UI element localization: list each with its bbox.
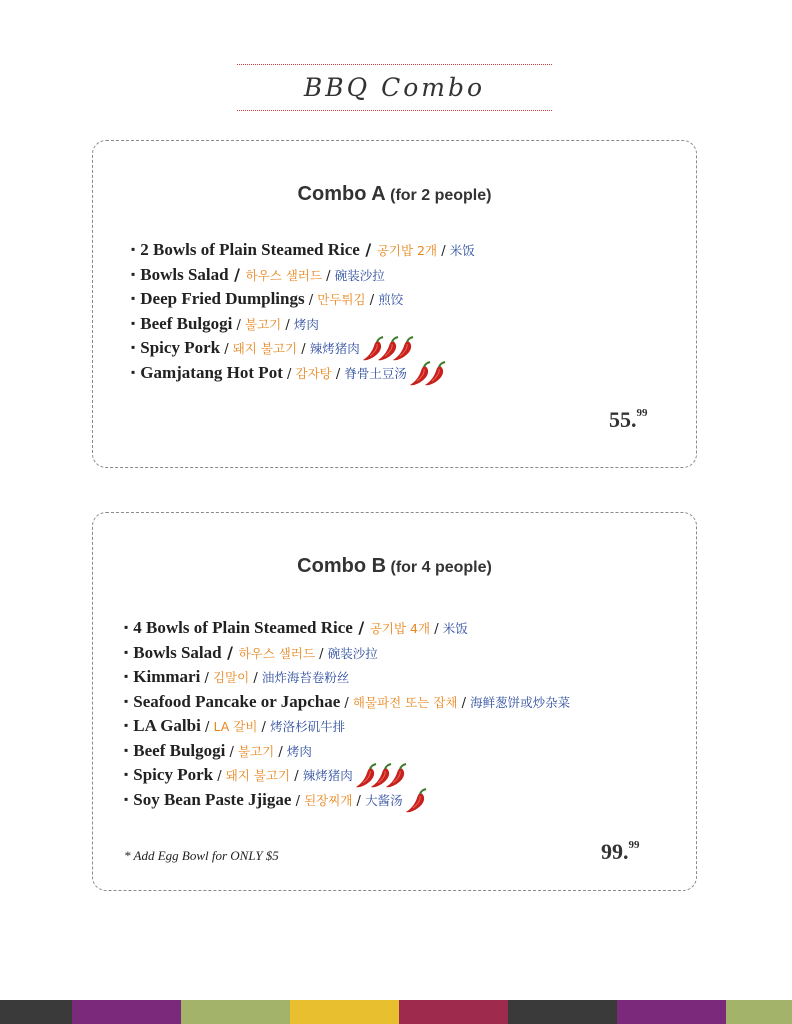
combo-a-serving: (for 2 people) bbox=[390, 187, 492, 204]
bullet-icon: ▪ bbox=[124, 718, 129, 732]
bullet-icon: ▪ bbox=[131, 242, 136, 256]
menu-item-chinese: 脊骨土豆汤 bbox=[344, 365, 407, 381]
separator: / bbox=[359, 240, 377, 259]
separator: / bbox=[297, 342, 310, 357]
footer-stripe bbox=[726, 1000, 792, 1024]
footer-stripe bbox=[290, 1000, 399, 1024]
footer-stripe bbox=[399, 1000, 508, 1024]
menu-item-korean: 해물파전 또는 잡채 bbox=[352, 694, 458, 710]
chili-pepper-icon bbox=[405, 788, 432, 814]
separator: / bbox=[315, 646, 328, 662]
menu-item-english: Bowls Salad bbox=[133, 642, 222, 662]
menu-item bbox=[124, 665, 570, 690]
combo-a-heading bbox=[93, 183, 696, 206]
menu-item-english: Spicy Pork bbox=[133, 765, 214, 784]
menu-item-korean: 불고기 bbox=[245, 316, 282, 332]
bullet-icon: ▪ bbox=[124, 767, 129, 781]
combo-b-name: Combo B bbox=[297, 555, 387, 577]
separator: / bbox=[304, 293, 318, 308]
footer-stripe bbox=[617, 1000, 726, 1024]
separator: / bbox=[282, 366, 296, 382]
egg-bowl-note: * Add Egg Bowl for ONLY $5 bbox=[124, 848, 279, 863]
menu-item bbox=[131, 287, 475, 312]
menu-item-korean: 김말이 bbox=[212, 670, 250, 685]
page-title-banner bbox=[237, 64, 552, 111]
separator: / bbox=[281, 317, 294, 333]
separator: / bbox=[200, 671, 213, 686]
bullet-icon: ▪ bbox=[124, 669, 129, 683]
bullet-icon: ▪ bbox=[131, 315, 136, 330]
menu-item bbox=[124, 714, 570, 739]
bullet-icon: ▪ bbox=[124, 620, 129, 634]
combo-a-price bbox=[609, 407, 648, 433]
combo-b-item-list bbox=[124, 616, 570, 812]
menu-item-english: Gamjatang Hot Pot bbox=[140, 362, 283, 382]
separator: / bbox=[352, 618, 370, 637]
menu-item bbox=[124, 690, 570, 715]
menu-item-korean: 돼지 불고기 bbox=[232, 341, 298, 356]
page-title: BBQ Combo bbox=[303, 73, 486, 102]
separator: / bbox=[352, 793, 366, 809]
combo-a-price-cents: 99 bbox=[636, 406, 648, 419]
footer-stripe bbox=[0, 1000, 72, 1024]
combo-b-price bbox=[601, 839, 640, 865]
separator: / bbox=[200, 720, 214, 735]
separator: / bbox=[437, 244, 450, 259]
separator: / bbox=[220, 342, 233, 357]
combo-b-serving: (for 4 people) bbox=[390, 559, 492, 576]
bullet-icon: ▪ bbox=[131, 364, 136, 379]
menu-item bbox=[131, 361, 475, 386]
menu-item bbox=[124, 788, 570, 813]
menu-item-korean: 하우스 샐러드 bbox=[238, 645, 316, 661]
menu-item-english: Bowls Salad bbox=[140, 264, 229, 284]
menu-item bbox=[124, 641, 570, 666]
footer-stripe bbox=[181, 1000, 290, 1024]
combo-b-heading bbox=[93, 555, 696, 578]
menu-item-chinese: 碗装沙拉 bbox=[327, 645, 378, 661]
separator: / bbox=[221, 642, 239, 662]
separator: / bbox=[249, 671, 262, 686]
menu-item-korean: 하우스 샐러드 bbox=[245, 267, 323, 283]
separator: / bbox=[340, 695, 353, 711]
combo-b-card bbox=[92, 512, 697, 891]
menu-item-korean: 돼지 불고기 bbox=[225, 768, 291, 783]
menu-item-chinese: 辣烤猪肉 bbox=[309, 341, 360, 356]
menu-item-chinese: 烤肉 bbox=[286, 743, 312, 759]
menu-item-english: Soy Bean Paste Jjigae bbox=[133, 789, 292, 809]
menu-item-korean: 된장찌개 bbox=[304, 792, 353, 808]
menu-item-korean: 감자탕 bbox=[295, 365, 332, 381]
menu-item-english: Seafood Pancake or Japchae bbox=[133, 691, 341, 711]
separator: / bbox=[225, 744, 239, 760]
menu-item bbox=[131, 263, 475, 288]
menu-item-chinese: 大酱汤 bbox=[365, 792, 403, 808]
separator: / bbox=[365, 293, 379, 308]
menu-item-korean: 만두튀김 bbox=[317, 292, 366, 307]
bullet-icon: ▪ bbox=[124, 644, 129, 659]
separator: / bbox=[430, 622, 443, 637]
combo-a-item-list bbox=[131, 238, 475, 385]
menu-item-korean: 공기밥 4개 bbox=[369, 621, 431, 636]
menu-item bbox=[131, 336, 475, 361]
bullet-icon: ▪ bbox=[124, 742, 129, 757]
separator: / bbox=[331, 366, 345, 382]
separator: / bbox=[291, 793, 305, 809]
menu-item-chinese: 辣烤猪肉 bbox=[302, 768, 353, 783]
menu-item-korean: 불고기 bbox=[238, 743, 275, 759]
footer-stripe bbox=[508, 1000, 617, 1024]
separator: / bbox=[257, 720, 271, 735]
menu-item-chinese: 烤肉 bbox=[293, 316, 319, 332]
separator: / bbox=[232, 317, 246, 333]
separator: / bbox=[457, 695, 471, 711]
menu-item-chinese: 碗装沙拉 bbox=[334, 267, 385, 283]
separator: / bbox=[274, 744, 287, 760]
bullet-icon: ▪ bbox=[124, 693, 129, 708]
menu-item-chinese: 米饭 bbox=[449, 243, 475, 258]
separator: / bbox=[290, 769, 303, 784]
menu-item-korean: 공기밥 2개 bbox=[376, 243, 438, 258]
combo-a-card bbox=[92, 140, 697, 468]
menu-item-english: Deep Fried Dumplings bbox=[140, 289, 305, 308]
menu-item bbox=[131, 238, 475, 263]
menu-item bbox=[131, 312, 475, 337]
combo-b-price-cents: 99 bbox=[628, 838, 640, 851]
chili-pepper-icon bbox=[409, 361, 451, 387]
menu-item bbox=[124, 616, 570, 641]
footer-color-stripes bbox=[0, 1000, 792, 1024]
combo-b-price-main: 99. bbox=[601, 839, 629, 864]
combo-a-name: Combo A bbox=[297, 183, 386, 205]
chili-pepper-icon bbox=[355, 763, 412, 789]
menu-item-english: Kimmari bbox=[133, 667, 201, 686]
menu-item-english: 4 Bowls of Plain Steamed Rice bbox=[133, 618, 353, 637]
chili-pepper-icon bbox=[362, 336, 419, 362]
separator: / bbox=[228, 264, 246, 284]
menu-item-chinese: 米饭 bbox=[442, 621, 468, 636]
menu-item-korean: LA 갈비 bbox=[213, 719, 258, 734]
menu-item-english: Beef Bulgogi bbox=[133, 740, 226, 760]
menu-item-english: 2 Bowls of Plain Steamed Rice bbox=[140, 240, 360, 259]
menu-item-chinese: 海鲜葱饼或炒杂菜 bbox=[470, 694, 571, 710]
bullet-icon: ▪ bbox=[131, 266, 136, 281]
separator: / bbox=[322, 268, 335, 284]
separator: / bbox=[213, 769, 226, 784]
menu-item bbox=[124, 739, 570, 764]
bullet-icon: ▪ bbox=[124, 791, 129, 806]
combo-a-price-main: 55. bbox=[609, 407, 637, 432]
menu-item-english: Spicy Pork bbox=[140, 338, 221, 357]
bullet-icon: ▪ bbox=[131, 291, 136, 305]
bullet-icon: ▪ bbox=[131, 340, 136, 354]
menu-item-chinese: 烤洛杉矶牛排 bbox=[270, 719, 346, 734]
menu-item-chinese: 油炸海苔卷粉丝 bbox=[261, 670, 350, 685]
menu-item-chinese: 煎饺 bbox=[378, 292, 404, 307]
menu-item-english: Beef Bulgogi bbox=[140, 313, 233, 333]
menu-item bbox=[124, 763, 570, 788]
menu-item-english: LA Galbi bbox=[133, 716, 201, 735]
footer-stripe bbox=[72, 1000, 181, 1024]
